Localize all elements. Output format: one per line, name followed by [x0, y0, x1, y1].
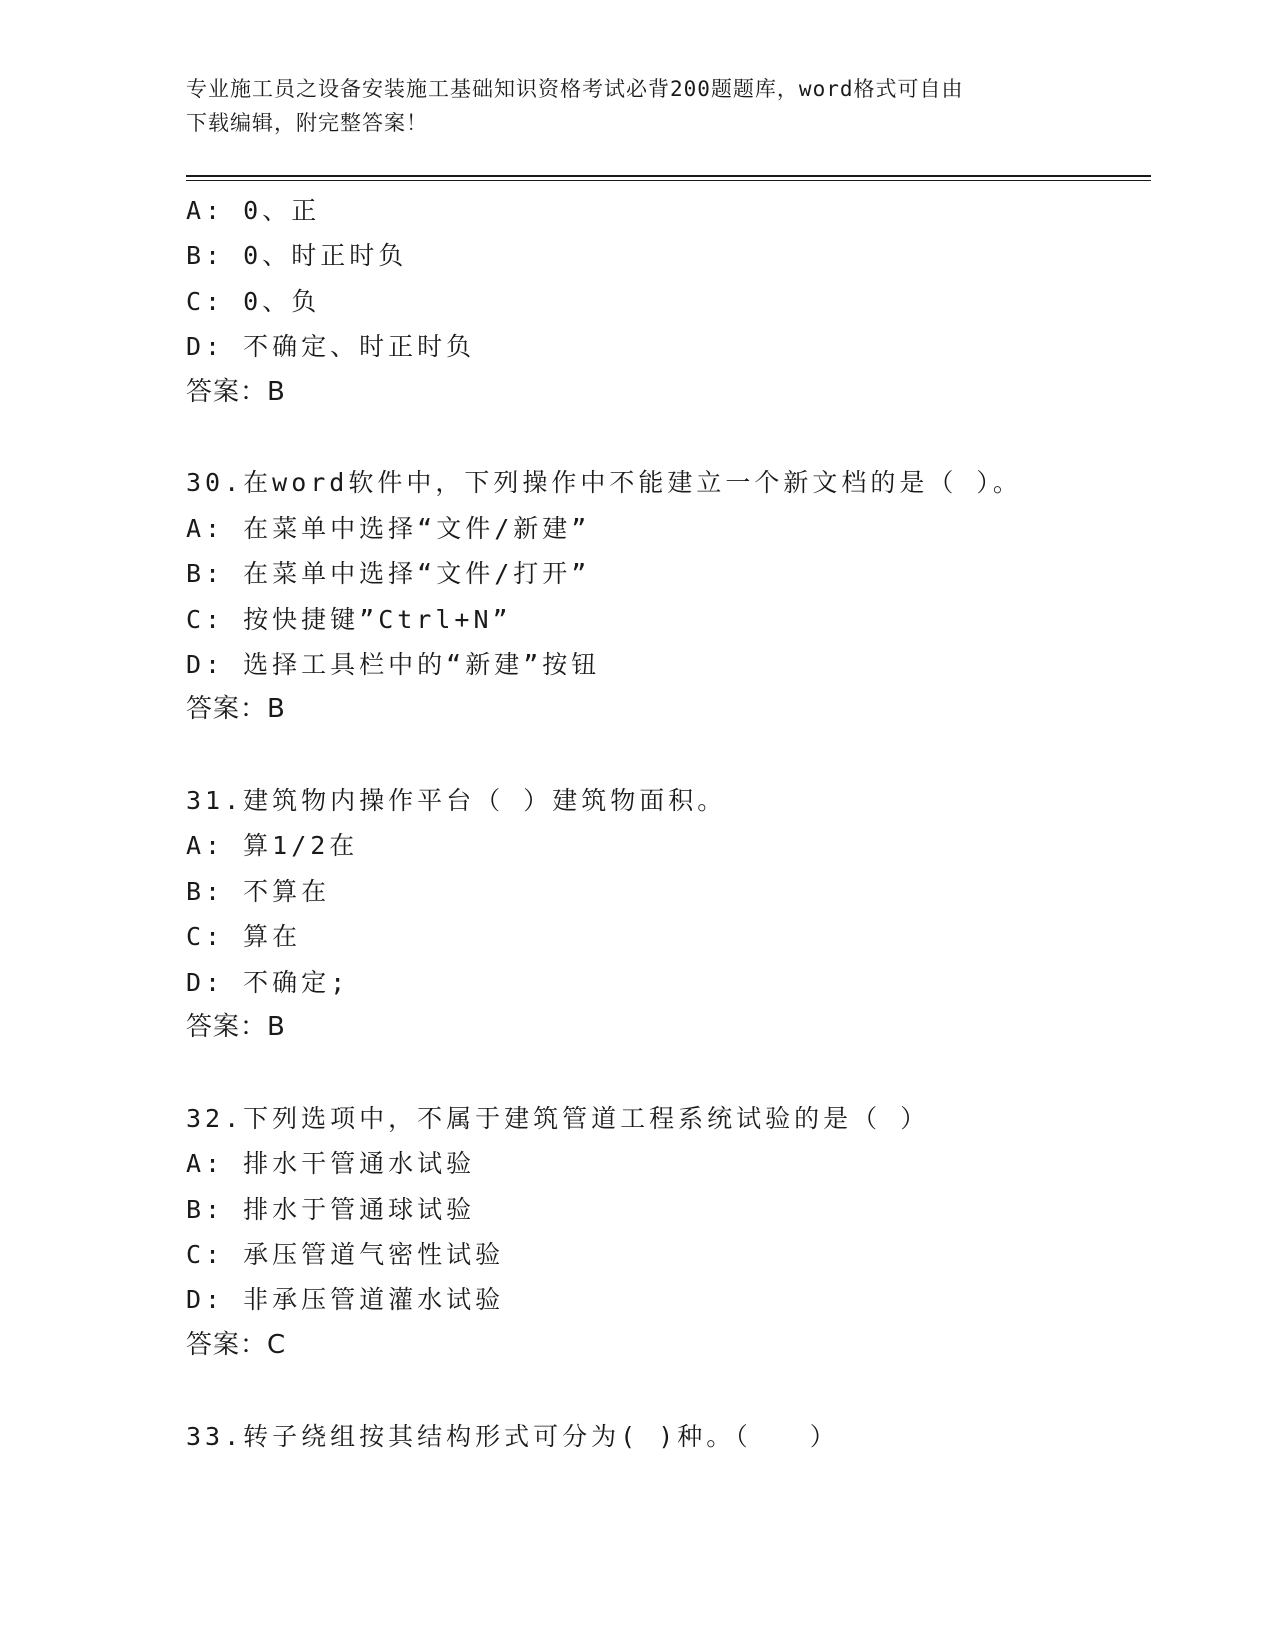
- question-block-31: [186, 778, 1146, 1050]
- question-list: [186, 188, 1146, 1459]
- question-block-32: [186, 1096, 1146, 1368]
- option-b: B: 在菜单中选择“文件/打开”: [186, 559, 591, 589]
- question-text: 33.转子绕组按其结构形式可分为( )种。（ ）: [186, 1421, 839, 1451]
- question-text: 31.建筑物内操作平台（ ）建筑物面积。: [186, 786, 727, 816]
- option-a: A: 排水干管通水试验: [186, 1149, 476, 1179]
- header-title-line-2: 下载编辑，附完整答案！: [186, 111, 428, 135]
- answer-line: 答案：C: [186, 1329, 287, 1360]
- document-header: [186, 72, 1066, 140]
- spacer: [186, 733, 1146, 778]
- option-a: A: 算1/2在: [186, 831, 359, 861]
- header-divider-thin: [186, 180, 1151, 181]
- option-d: D: 不确定;: [186, 967, 350, 997]
- option-c: C: 承压管道气密性试验: [186, 1239, 505, 1269]
- option-c: C: 0、负: [186, 286, 321, 316]
- question-block-30: [186, 460, 1146, 732]
- answer-line: 答案：B: [186, 376, 286, 407]
- option-c: C: 算在: [186, 922, 302, 952]
- question-text: 32.下列选项中，不属于建筑管道工程系统试验的是（ ）: [186, 1103, 930, 1133]
- answer-line: 答案：B: [186, 694, 286, 725]
- option-a: A: 在菜单中选择“文件/新建”: [186, 513, 591, 543]
- option-b: B: 0、时正时负: [186, 241, 408, 271]
- option-d: D: 选择工具栏中的“新建”按钮: [186, 649, 601, 679]
- option-c: C: 按快捷键”Ctrl+N”: [186, 604, 512, 634]
- header-title-line-1: 专业施工员之设备安装施工基础知识资格考试必背200题题库，word格式可自由: [186, 77, 964, 101]
- option-d: D: 不确定、时正时负: [186, 332, 476, 362]
- question-block-29: [186, 188, 1146, 415]
- spacer: [186, 415, 1146, 460]
- spacer: [186, 1050, 1146, 1095]
- question-block-33: [186, 1414, 1146, 1459]
- option-b: B: 不算在: [186, 876, 331, 906]
- question-text: 30.在word软件中，下列操作中不能建立一个新文档的是（ ）。: [186, 468, 1022, 498]
- spacer: [186, 1368, 1146, 1413]
- answer-line: 答案：B: [186, 1012, 286, 1043]
- option-b: B: 排水于管通球试验: [186, 1194, 476, 1224]
- option-a: A: 0、正: [186, 196, 321, 225]
- header-divider-thick: [186, 175, 1151, 177]
- option-d: D: 非承压管道灌水试验: [186, 1285, 505, 1315]
